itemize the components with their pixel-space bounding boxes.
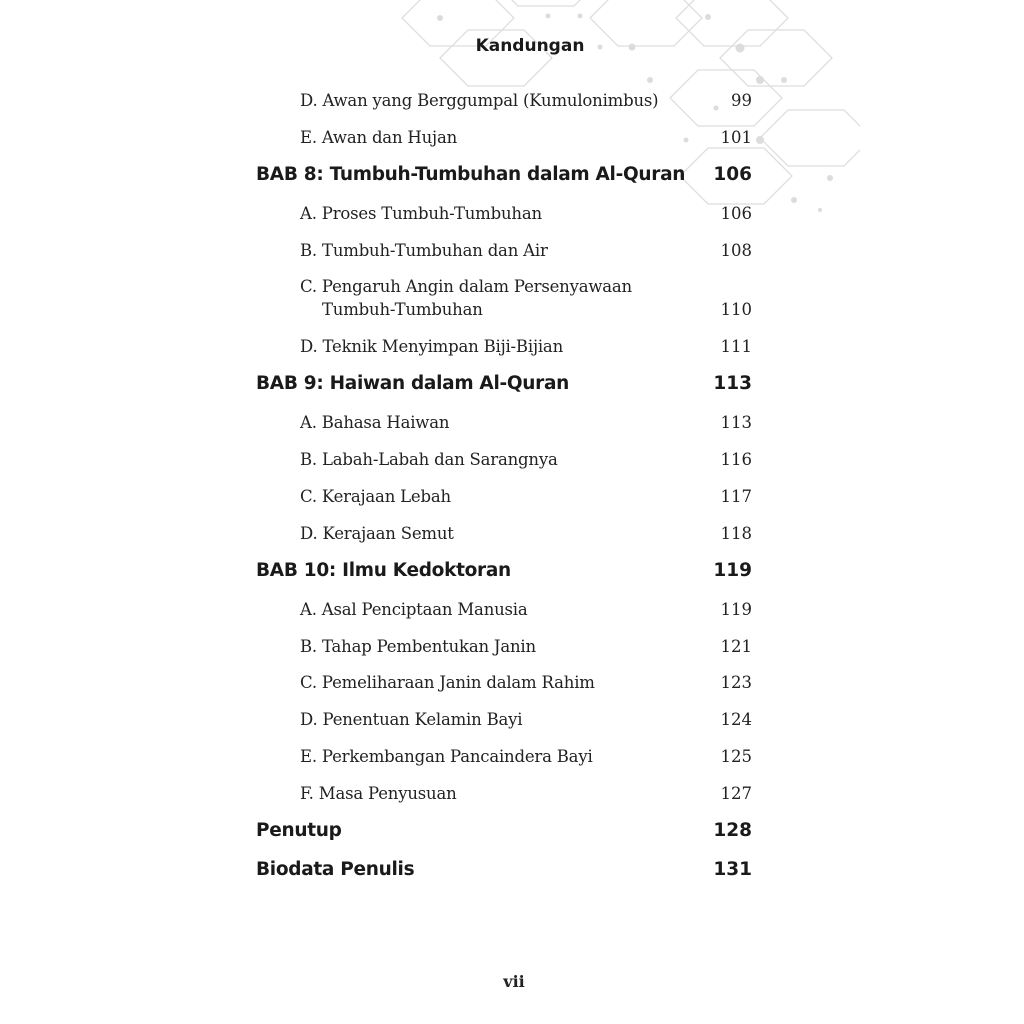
page-reference: 108 <box>720 241 752 260</box>
page-reference: 121 <box>720 637 752 656</box>
page-reference: 127 <box>720 784 752 803</box>
section-title: E. Awan dan Hujan <box>300 128 458 147</box>
section-title: C. Pemeliharaan Janin dalam Rahim <box>300 673 595 692</box>
section-title: A. Bahasa Haiwan <box>300 413 450 432</box>
section-title-line: Tumbuh-Tumbuhan <box>322 300 483 319</box>
section-title: D. Kerajaan Semut <box>300 524 454 543</box>
page-reference: 101 <box>720 128 752 147</box>
page-reference: 119 <box>720 600 752 619</box>
page-reference: 125 <box>720 747 752 766</box>
section-title: D. Awan yang Berggumpal (Kumulonimbus) <box>300 91 659 110</box>
chapter-title: BAB 8: Tumbuh-Tumbuhan dalam Al-Quran <box>256 164 686 185</box>
page-reference: 131 <box>713 859 752 880</box>
page-heading: Kandungan <box>475 36 585 56</box>
section-title-line: C. Pengaruh Angin dalam Persenyawaan <box>300 277 632 296</box>
chapter-title: Biodata Penulis <box>256 859 415 880</box>
page-reference: 113 <box>720 413 752 432</box>
chapter-title: BAB 9: Haiwan dalam Al-Quran <box>256 373 570 394</box>
section-title: B. Tahap Pembentukan Janin <box>300 637 536 656</box>
page-reference: 99 <box>731 91 752 110</box>
page-reference: 123 <box>720 673 752 692</box>
section-title: F. Masa Penyusuan <box>300 784 457 803</box>
section-title: D. Teknik Menyimpan Biji-Bijian <box>300 337 563 356</box>
page-reference: 111 <box>720 337 752 356</box>
section-title: C. Kerajaan Lebah <box>300 487 451 506</box>
page-reference: 116 <box>720 450 752 469</box>
page-reference: 119 <box>713 560 752 581</box>
section-title <box>300 275 632 321</box>
page-reference: 113 <box>713 373 752 394</box>
section-title: A. Asal Penciptaan Manusia <box>300 600 528 619</box>
chapter-title: BAB 10: Ilmu Kedoktoran <box>256 560 511 581</box>
section-title: D. Penentuan Kelamin Bayi <box>300 710 523 729</box>
section-title: E. Perkembangan Pancaindera Bayi <box>300 747 593 766</box>
section-title: B. Labah-Labah dan Sarangnya <box>300 450 558 469</box>
section-title: A. Proses Tumbuh-Tumbuhan <box>300 204 542 223</box>
page-reference: 124 <box>720 710 752 729</box>
page-reference: 128 <box>713 820 752 841</box>
page-reference: 110 <box>720 300 752 319</box>
section-title: B. Tumbuh-Tumbuhan dan Air <box>300 241 548 260</box>
page-reference: 117 <box>720 487 752 506</box>
page-reference: 106 <box>720 204 752 223</box>
page-reference: 106 <box>713 164 752 185</box>
page-reference: 118 <box>720 524 752 543</box>
page-number: vii <box>503 972 525 991</box>
chapter-title: Penutup <box>256 820 342 841</box>
